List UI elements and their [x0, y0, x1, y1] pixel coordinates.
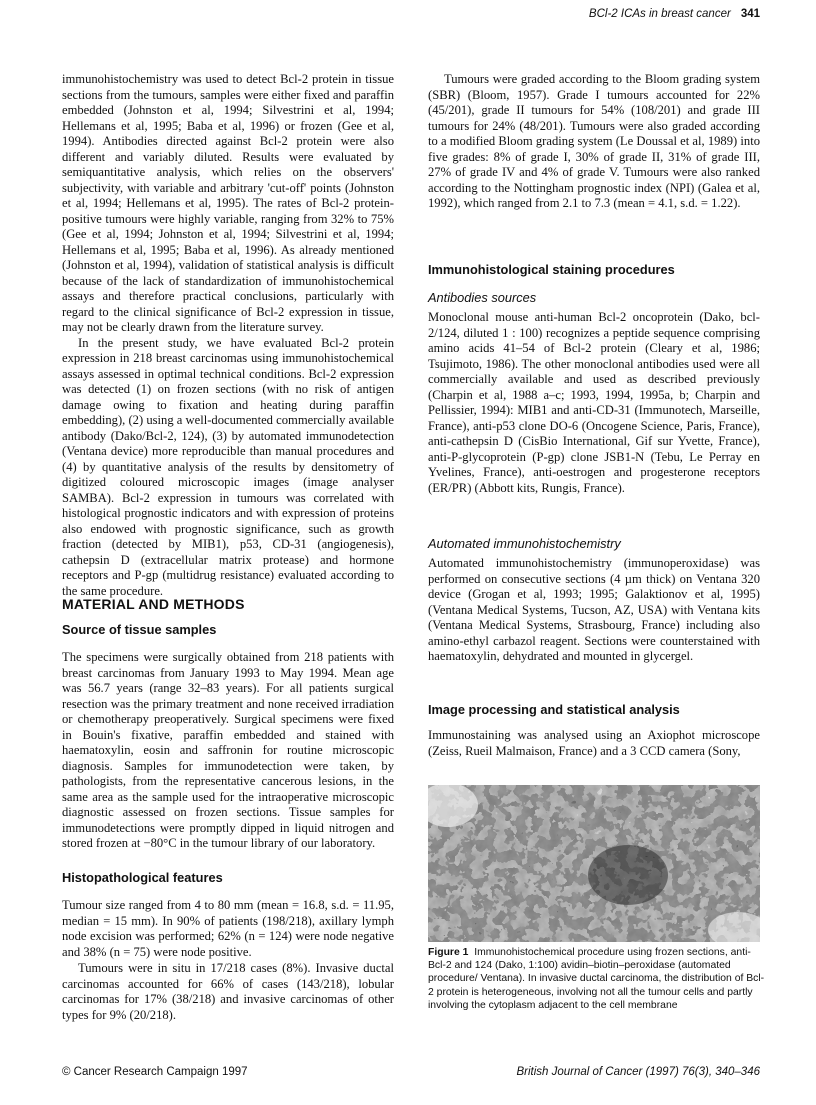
section-heading: MATERIAL AND METHODS: [62, 596, 245, 612]
paragraph-present-study: In the present study, we have evaluated Bcl-2 protein expression in 218 breast carcinomas using immunohistochemical assays assessed in optimal technical conditions. Bcl-2 expression was detected (1) on frozen sections (with no risk of antigen damage owing to fixation and heating during paraffin embedding), (2) using a well-documented commercially available antibody (Dako/Bcl-2, 124), (3) by automated immunodetection (Ventana device) more reproducible than manual procedures and (4) by quantitative analysis of the results by densitometry of digitized coloured microscopic images (image analyser SAMBA). Bcl-2 expression in tumours was correlated with histological prognostic indicators and with expression of proteins also endowed with prognostic significance, such as growth fraction (detected by MIB1), p53, CD-31 (angiogenesis), cathepsin D (extracellular matrix protease) and hormone receptors and P-gp (multidrug resistance) evaluated according to the same procedure.: [62, 335, 394, 598]
subheading-source: Source of tissue samples: [62, 622, 217, 637]
subheading-automated: Automated immunohistochemistry: [428, 536, 621, 551]
paragraph-intro-continued: immunohistochemistry was used to detect Bcl-2 protein in tissue sections from the tumours, samples were either fixed and paraffin embedded (Johnston et al, 1994; Silvestrini et al, 1994; Hellemans et al, 1995; Baba et al, 1996) or frozen (Gee et al, 1994). Antibodies directed against Bcl-2 protein were also different and variably diluted. Results were evaluated by semiquantitative analysis, which relies on the observers' subjectivity, with variable and arbitrary 'cut-off' points (Johnston et al, 1994; Hellemans et al, 1995). The rates of Bcl-2 protein-positive tumours were highly variable, ranging from 32% to 75% (Gee et al, 1994; Johnston et al, 1994; Silvestrini et al, 1994; Hellemans et al, 1995; Baba et al, 1996). As already mentioned (Johnston et al, 1994), validation of statistical analysis is difficult because of the lack of standardization of immunohistochemical assays and therefore practical conclusions, particularly with regard to the clinical significance of Bcl-2 expression in tissue, may not be clearly drawn from the literature survey.: [62, 72, 394, 334]
figure-caption: [428, 946, 768, 1012]
running-header: [589, 8, 760, 20]
subheading-image-processing: Image processing and statistical analysis: [428, 702, 680, 717]
subheading-antibodies: Antibodies sources: [428, 290, 537, 305]
micrograph-image: [428, 785, 760, 942]
page-number: 341: [740, 8, 760, 20]
left-column: [62, 72, 394, 1022]
paragraph-tumour-types: Tumours were in situ in 17/218 cases (8%). Invasive ductal carcinomas accounted for 66% of cases (143/218), lobular carcinomas for 17% (38/218) and invasive carcinomas of other types for 9% (20/218).: [62, 961, 394, 1022]
paragraph-grading: Tumours were graded according to the Bloom grading system (SBR) (Bloom, 1957). Grade I tumours accounted for 22% (45/201), grade II tumours for 54% (108/201) and grade III tumours for 24% (48/201). Tumours were also graded according to a modified Bloom grading system (Le Doussal et al, 1989) into five grades: 8% of grade I, 30% of grade II, 31% of grade III, 27% of grade IV and 4% of grade V. Tumours were also ranked according to the Nottingham prognostic index (NPI) (Galea et al, 1992), which ranged from 2.1 to 7.3 (mean = 4.1, s.d. = 1.22).: [428, 72, 760, 210]
figure-label: Figure 1: [428, 947, 469, 958]
paragraph-tumour-size: Tumour size ranged from 4 to 80 mm (mean = 16.8, s.d. = 11.95, median = 15 mm). In 90% of patients (198/218), axillary lymph node excision was performed; 62% (n = 124) were node negative and 38% (n = 75) were node positive.: [62, 898, 394, 959]
figure-1-micrograph: [428, 785, 760, 942]
running-title: BCl-2 ICAs in breast cancer: [588, 8, 731, 20]
subheading-histopathology: Histopathological features: [62, 870, 223, 885]
paragraph-antibodies: Monoclonal mouse anti-human Bcl-2 oncoprotein (Dako, bcl-2/124, diluted 1 : 100) recognizes a peptide sequence comprising amino acids 41–54 of Bcl-2 protein (Cleary et al, 1986; Tsujimoto, 1986). The other monoclonal antibodies used were all commercially available and used as described previously (Charpin et al, 1988 a–c; 1993, 1994, 1995a, b; Charpin and Pellissier, 1994): MIB1 and anti-CD-31 (Immunotech, Marseille, France), anti-p53 clone DO-6 (Oncogene Science, Paris, France), anti-cathepsin D (CisBio International, Gif sur Yvette, France), anti-P-glycoprotein (P-gp) clone JSB1-N (Tebu, Le Perray en Yvelines, France), anti-oestrogen and progesterone receptors (ER/PR) (Abbott kits, Rungis, France).: [428, 310, 760, 495]
paragraph-automated: Automated immunohistochemistry (immunoperoxidase) was performed on consecutive sections (4 µm thick) on Ventana 320 device (Grogan et al, 1993; 1995; Galaktionov et al, 1995) (Ventana Medical Systems, Tucson, AZ, USA) with Ventana kits (Ventana Medical Systems, Strasbourg, France) including also amino-ethyl carbazol reagent. Sections were counterstained with haematoxylin, dehydrated and mounted in glycergel.: [428, 556, 760, 663]
figure-caption-text: Immunohistochemical procedure using frozen sections, anti-Bcl-2 and 124 (Dako, 1:100) avidin–biotin–peroxidase (automated procedure/ Ventana). In invasive ductal carcinoma, the distribution of Bcl-2 protein is heterogeneous, involving not all the tumour cells and partly involving the cytoplasm adjacent to the cell membrane: [428, 947, 765, 1011]
paragraph-source: The specimens were surgically obtained from 218 patients with breast carcinomas from January 1993 to May 1994. Mean age was 56.7 years (range 32–83 years). For all patients surgical resection was the primary treatment and none received irradiation or chemotherapy preoperatively. Surgical specimens were fixed in Bouin's fixative, paraffin embedded and stained with haematoxylin, eosin and saffronin for routine microscopic diagnosis. Samples for immunodetection were taken, by pathologists, from the representative cancerous lesions, in the same area as the sample used for the intraoperative microscopic diagnostic assessed on frozen sections. Tissue samples for immunodetections were promptly dipped in liquid nitrogen and stored frozen at −80°C in the tumour library of our laboratory.: [62, 650, 394, 850]
footer-copyright: © Cancer Research Campaign 1997: [62, 1066, 248, 1078]
footer-citation: British Journal of Cancer (1997) 76(3), 340–346: [516, 1066, 760, 1078]
paragraph-image-processing: Immunostaining was analysed using an Axiophot microscope (Zeiss, Rueil Malmaison, France) and a 3 CCD camera (Sony,: [428, 728, 760, 758]
subheading-staining: Immunohistological staining procedures: [428, 262, 675, 277]
right-column: [428, 72, 760, 758]
